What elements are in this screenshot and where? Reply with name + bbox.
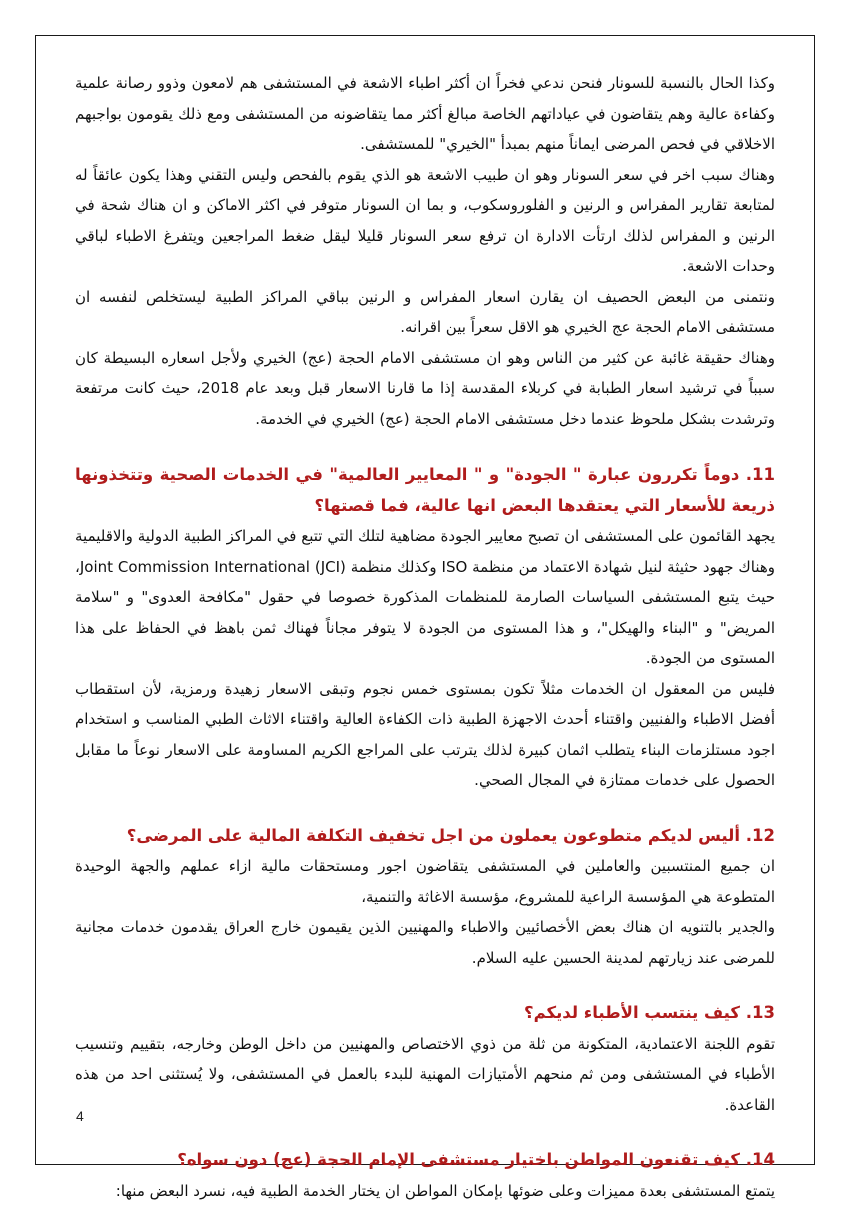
intro-paragraph-1: وكذا الحال بالنسبة للسونار فنحن ندعي فخراً ان أكثر اطباء الاشعة في المستشفى هم لامعون وذوو رصانة علمية وكفاءة عالية وهم يتقاضون في عياداتهم الخاصة مبالغ أكثر مما يتقاضونه من المستشفى ومع ذلك يقومون بواجبهم الاخلاقي في فحص المرضى ايماناً منهم بمبدأ "الخيري" للمستشفى. [75,68,775,160]
answer-13-paragraph-1: تقوم اللجنة الاعتمادية، المتكونة من ثلة من ذوي الاختصاص والمهنيين من داخل الوطن وخارجه، بتقييم وتنسيب الأطباء في المستشفى ومن ثم منحهم الأمتيازات المهنية للبدء بالعمل في المستشفى، ولا يُستثنى احد من هذه القاعدة. [75,1029,775,1121]
question-12-heading: 12. أليس لديكم متطوعون يعملون من اجل تخفيف التكلفة المالية على المرضى؟ [75,821,775,852]
answer-12-paragraph-2: والجدير بالتنويه ان هناك بعض الأخصائيين والاطباء والمهنيين الذين يقيمون خارج العراق يقدمون خدمات مجانية للمرضى عند زيارتهم لمدينة الحسين عليه السلام. [75,912,775,973]
intro-paragraph-3: ونتمنى من البعض الحصيف ان يقارن اسعار المفراس و الرنين بباقي المراكز الطبية ليستخلص لنفسه ان مستشفى الامام الحجة عج الخيري هو الاقل سعراً بين اقرانه. [75,282,775,343]
answer-14-paragraph-1: يتمتع المستشفى بعدة مميزات وعلى ضوئها بإمكان المواطن ان يختار الخدمة الطبية فيه، نسرد البعض منها: [75,1176,775,1206]
intro-paragraph-2: وهناك سبب اخر في سعر السونار وهو ان طبيب الاشعة هو الذي يقوم بالفحص وليس التقني وهذا يكون عائقاً له لمتابعة تقارير المفراس و الرنين و الفلوروسكوب، و بما ان السونار متوفر في اكثر الاماكن و ان هناك شحة في الرنين و المفراس لذلك ارتأت الادارة ان ترفع سعر السونار قليلا ليقل ضغط المراجعين ويتفرغ الاطباء لباقي وحدات الاشعة. [75,160,775,282]
document-body [75,68,775,1206]
answer-11-paragraph-2: فليس من المعقول ان الخدمات مثلاً تكون بمستوى خمس نجوم وتبقى الاسعار زهيدة ورمزية، لأن استقطاب أفضل الاطباء والفنيين واقتناء أحدث الاجهزة الطبية ذات الكفاءة العالية واقتناء الاثاث الطبي المناسب و استخدام اجود مستلزمات البناء يتطلب اثمان كبيرة لذلك يترتب على المراجع الكريم المساومة على الاسعار نوعاً ما مقابل الحصول على خدمات ممتازة في المجال الصحي. [75,674,775,796]
intro-paragraph-4: وهناك حقيقة غائبة عن كثير من الناس وهو ان مستشفى الامام الحجة (عج) الخيري ولأجل اسعاره البسيطة كان سبباً في ترشيد اسعار الطبابة في كربلاء المقدسة إذا ما قارنا الاسعار قبل وبعد عام 2018، حيث كانت مرتفعة وترشدت بشكل ملحوظ عندما دخل مستشفى الامام الحجة (عج) الخيري في الخدمة. [75,343,775,435]
question-11-heading: 11. دوماً تكررون عبارة " الجودة" و " المعايير العالمية" في الخدمات الصحية وتتخذونها ذريعة للأسعار التي يعتقدها البعض انها عالية، فما قصتها؟ [75,460,775,521]
question-13-heading: 13. كيف ينتسب الأطباء لديكم؟ [75,998,775,1029]
page-number: 4 [76,1108,84,1124]
answer-11-paragraph-1: يجهد القائمون على المستشفى ان تصبح معايير الجودة مضاهية لتلك التي تتبع في المراكز الطبية الدولية والاقليمية وهناك جهود حثيثة لنيل شهادة الاعتماد من منظمة ISO وكذلك منظمة Joint Commission International (JCI)، حيث يتبع المستشفى السياسات الصارمة للمنظمات المذكورة خصوصا في حقول "مكافحة العدوى" و "سلامة المريض" و "البناء والهيكل"، و هذا المستوى من الجودة لا يتوفر مجاناً فهناك ثمن باهظ في الحفاظ على هذا المستوى من الجودة. [75,521,775,674]
question-14-heading: 14. كيف تقنعون المواطن باختيار مستشفى الإمام الحجة (عج) دون سواه؟ [75,1145,775,1176]
answer-12-paragraph-1: ان جميع المنتسبين والعاملين في المستشفى يتقاضون اجور ومستحقات مالية ازاء عملهم والجهة الوحيدة المتطوعة هي المؤسسة الراعية للمشروع، مؤسسة الاغاثة والتنمية، [75,851,775,912]
